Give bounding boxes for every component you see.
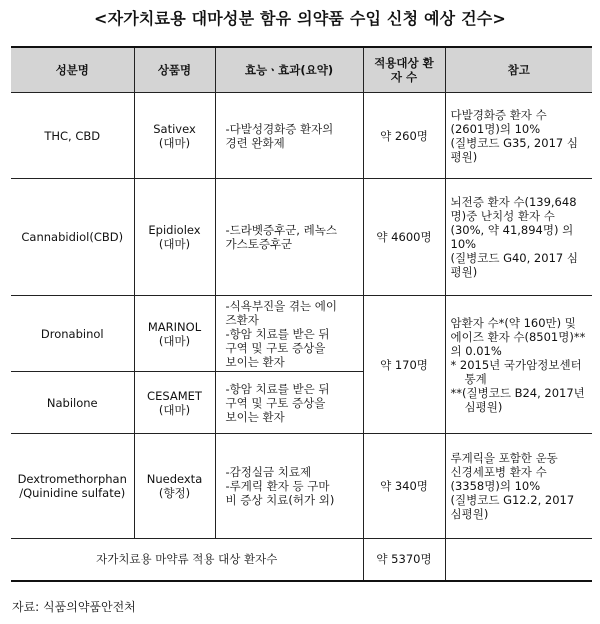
note-line: 다발경화증 환자 수 bbox=[450, 107, 547, 122]
table-row bbox=[11, 179, 592, 296]
note-line: 10% bbox=[450, 237, 477, 251]
patients-cell: 약 4600명 bbox=[363, 179, 445, 296]
patients-cell: 약 260명 bbox=[363, 93, 445, 179]
header-note: 참고 bbox=[445, 47, 592, 93]
note-line: 암환자 수*(약 160만) 및 bbox=[450, 315, 576, 330]
effect-cell bbox=[215, 179, 363, 296]
note-cell-merged bbox=[445, 296, 592, 434]
effect-line: -드라벳증후군, 레녹스 bbox=[225, 223, 337, 237]
note-line: (질병코드 G35, 2017 심 bbox=[450, 135, 578, 150]
effect-line: 보이는 환자 bbox=[225, 354, 285, 369]
note-line: 심평원) bbox=[450, 507, 489, 521]
effect-line: 가스토증후군 bbox=[225, 237, 293, 251]
note-line: 명)중 난치성 환자 수 bbox=[450, 209, 555, 223]
product-cell bbox=[134, 434, 215, 539]
note-cell bbox=[445, 434, 592, 539]
source-note: 자료: 식품의약품안전처 bbox=[12, 600, 136, 614]
note-cell bbox=[445, 179, 592, 296]
effect-cell bbox=[215, 372, 363, 434]
total-label: 자가치료용 마약류 적용 대상 환자수 bbox=[11, 539, 363, 581]
note-line: (30%, 약 41,894명) 의 bbox=[450, 223, 574, 237]
ingredient-line: Dextromethorphan bbox=[17, 472, 127, 486]
table-total-row bbox=[11, 539, 592, 581]
header-patients bbox=[363, 47, 445, 93]
total-patients: 약 5370명 bbox=[363, 539, 445, 581]
effect-line: 보이는 환자 bbox=[225, 409, 285, 424]
table-header-row bbox=[11, 47, 592, 93]
product-cell bbox=[134, 296, 215, 372]
effect-cell bbox=[215, 434, 363, 539]
effect-line: 비 증상 치료(허가 외) bbox=[225, 493, 335, 507]
product-cell bbox=[134, 372, 215, 434]
product-class: (대마) bbox=[158, 237, 191, 251]
product-class: (대마) bbox=[158, 402, 191, 417]
patients-cell-merged: 약 170명 bbox=[363, 296, 445, 434]
note-line: 통계 bbox=[464, 371, 487, 386]
effect-line: -항암 치료를 받은 뒤 bbox=[225, 326, 330, 341]
note-line: * 2015년 국가암정보센터 bbox=[450, 357, 582, 372]
product-class: (대마) bbox=[158, 135, 191, 150]
note-line: (3358명)의 10% bbox=[450, 479, 541, 493]
note-line: 평원) bbox=[450, 265, 478, 279]
effect-line: 구역 및 구토 증상을 bbox=[225, 395, 326, 410]
note-line: 평원) bbox=[450, 149, 478, 164]
product-cell bbox=[134, 93, 215, 179]
product-name: Sativex bbox=[153, 121, 196, 136]
table-row bbox=[11, 434, 592, 539]
effect-line: -감정실금 치료제 bbox=[225, 465, 312, 479]
note-line: 에이즈 환자 수(8501명)** bbox=[450, 329, 586, 344]
note-line: **(질병코드 B24, 2017년 bbox=[450, 385, 585, 400]
product-class: (대마) bbox=[158, 333, 191, 348]
ingredient-cell: Dronabinol bbox=[11, 296, 134, 372]
effect-line: 경련 완화제 bbox=[225, 135, 285, 150]
ingredient-cell: THC, CBD bbox=[11, 93, 134, 179]
note-line: (질병코드 G40, 2017 심 bbox=[450, 251, 578, 265]
note-line: 루게릭을 포함한 운동 bbox=[450, 451, 558, 465]
note-line: 의 0.01% bbox=[450, 343, 502, 358]
effect-line: -항암 치료를 받은 뒤 bbox=[225, 381, 330, 396]
note-cell bbox=[445, 93, 592, 179]
effect-line: -다발성경화증 환자의 bbox=[225, 121, 334, 136]
note-line: 심평원) bbox=[464, 399, 503, 414]
effect-cell bbox=[215, 296, 363, 372]
note-line: 뇌전증 환자 수(139,648 bbox=[450, 195, 577, 209]
header-product: 상품명 bbox=[134, 47, 215, 93]
product-name: Nuedexta bbox=[146, 472, 203, 486]
note-line: (질병코드 G12.2, 2017 bbox=[450, 493, 575, 507]
effect-line: 즈환자 bbox=[225, 312, 259, 327]
ingredient-cell bbox=[11, 434, 134, 539]
page-title: <자가치료용 대마성분 함유 의약품 수입 신청 예상 건수> bbox=[93, 9, 507, 28]
product-name: CESAMET bbox=[147, 388, 202, 403]
product-cell bbox=[134, 179, 215, 296]
product-name: MARINOL bbox=[147, 319, 202, 334]
table-row bbox=[11, 93, 592, 179]
header-ingredient: 성분명 bbox=[11, 47, 134, 93]
patients-cell: 약 340명 bbox=[363, 434, 445, 539]
ingredient-cell: Nabilone bbox=[11, 372, 134, 434]
effect-line: -식욕부진을 겪는 에이 bbox=[225, 298, 337, 313]
header-patients-text: 적용대상 환자 수 bbox=[374, 56, 434, 84]
note-line: (2601명)의 10% bbox=[450, 121, 541, 136]
import-estimate-table bbox=[11, 46, 592, 582]
product-name: Epidiolex bbox=[148, 223, 201, 237]
effect-cell bbox=[215, 93, 363, 179]
table-row bbox=[11, 296, 592, 372]
effect-line: 구역 및 구토 증상을 bbox=[225, 340, 326, 355]
header-effect: 효능ㆍ효과(요약) bbox=[215, 47, 363, 93]
product-class: (향정) bbox=[158, 486, 191, 500]
note-line: 신경세포병 환자 수 bbox=[450, 465, 547, 479]
effect-line: -루게릭 환자 등 구마 bbox=[225, 479, 330, 493]
ingredient-cell: Cannabidiol(CBD) bbox=[11, 179, 134, 296]
total-note bbox=[445, 539, 592, 581]
ingredient-line: /Quinidine sulfate) bbox=[19, 486, 126, 500]
